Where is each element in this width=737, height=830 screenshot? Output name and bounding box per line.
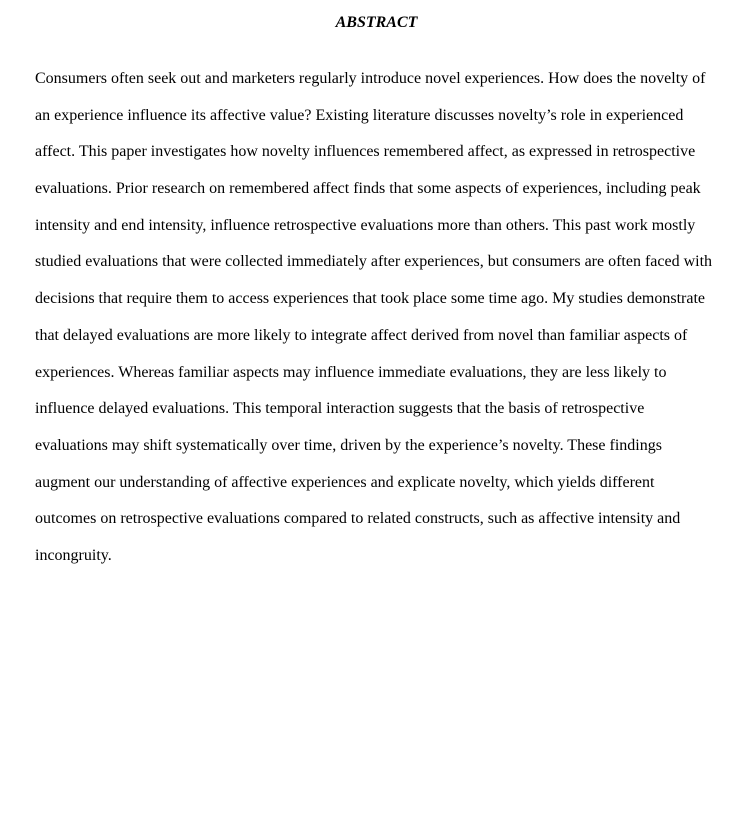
- abstract-line: studied evaluations that were collected immediately after experiences, but consumers are often faced with: [35, 253, 713, 271]
- abstract-line: an experience influence its affective value? Existing literature discusses novelty’s role in experienced: [35, 106, 684, 124]
- abstract-line: that delayed evaluations are more likely to integrate affect derived from novel than familiar aspects of: [35, 326, 688, 344]
- abstract-line: evaluations. Prior research on remembered affect finds that some aspects of experiences, including peak: [35, 180, 701, 198]
- abstract-line: outcomes on retrospective evaluations compared to related constructs, such as affective intensity and: [35, 510, 681, 528]
- abstract-line: evaluations may shift systematically over time, driven by the experience’s novelty. These findings: [35, 436, 662, 454]
- abstract-line: experiences. Whereas familiar aspects may influence immediate evaluations, they are less likely to: [35, 363, 667, 381]
- abstract-body: [35, 68, 725, 582]
- abstract-line: augment our understanding of affective experiences and explicate novelty, which yields different: [35, 473, 655, 491]
- abstract-line: decisions that require them to access experiences that took place some time ago. My studies demonstrate: [35, 290, 706, 308]
- abstract-line: intensity and end intensity, influence retrospective evaluations more than others. This past work mostly: [35, 216, 696, 234]
- abstract-line: affect. This paper investigates how novelty influences remembered affect, as expressed in retrospective: [35, 143, 696, 161]
- abstract-heading: ABSTRACT: [335, 14, 418, 31]
- abstract-line: incongruity.: [35, 546, 112, 564]
- abstract-line: influence delayed evaluations. This temporal interaction suggests that the basis of retrospective: [35, 400, 645, 418]
- abstract-line: Consumers often seek out and marketers regularly introduce novel experiences. How does the novelty of: [35, 70, 706, 87]
